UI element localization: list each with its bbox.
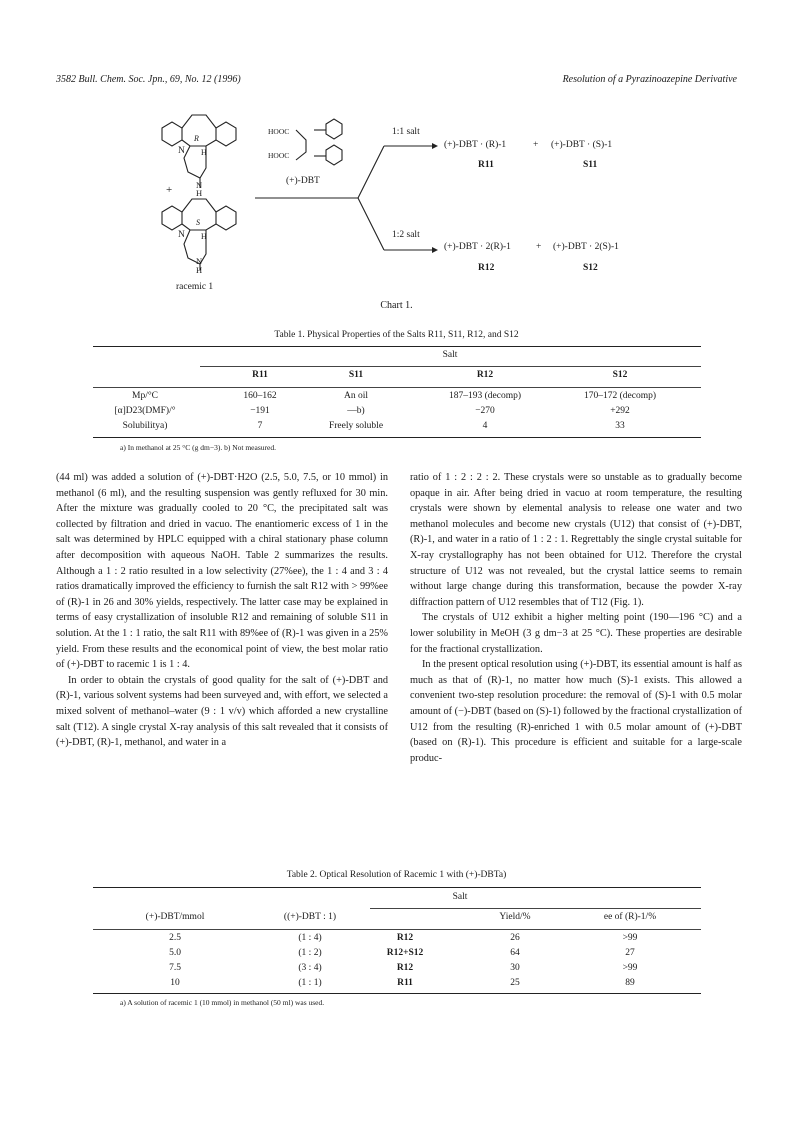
table2-cell: 2.5 (169, 933, 181, 943)
table2-top-rule (93, 887, 701, 888)
dbt-group-label: HOOC (268, 127, 290, 136)
table2-cell: R12+S12 (386, 948, 424, 958)
dbt-benzoyl-ring-1 (326, 119, 342, 139)
table2-col-header: ((+)-DBT : 1) (283, 912, 337, 922)
product-label: (+)-DBT · 2(S)-1 (553, 242, 619, 252)
table2-cell: 89 (625, 978, 635, 988)
reaction-scheme (0, 0, 793, 300)
chart-caption: Chart 1. (380, 300, 413, 311)
table2-cell: (1 : 2) (298, 948, 322, 958)
table1-group-rule (200, 366, 701, 367)
table2-group-rule (370, 908, 701, 909)
table2-cell: >99 (622, 963, 638, 973)
table1-header-rule (93, 387, 701, 388)
table2-cell: 25 (510, 978, 520, 988)
table1-cell: +292 (610, 406, 630, 416)
table2-cell: 7.5 (169, 963, 181, 973)
dbt-benzoyl-ring-2 (326, 145, 342, 165)
table1-cell: −270 (475, 406, 495, 416)
table2-group-header: Salt (452, 892, 468, 902)
running-header-right: Resolution of a Pyrazinoazepine Derivative (562, 74, 737, 85)
stereo-label-s: S (196, 218, 200, 227)
atom-label: N (178, 146, 185, 156)
atom-label: N (178, 230, 185, 240)
benzene-ring-left (162, 122, 182, 146)
table1-bottom-rule (93, 437, 701, 438)
table1-cell: 170–172 (decomp) (583, 391, 657, 401)
table1-row-label: Mp/°C (132, 391, 158, 401)
table2-cell: R12 (396, 933, 414, 943)
product-label: (+)-DBT · (S)-1 (551, 140, 613, 150)
table1-title: Table 1. Physical Properties of the Salts R11, S11, R12, and S12 (274, 330, 519, 340)
table2-cell: (3 : 4) (298, 963, 322, 973)
paragraph: In order to obtain the crystals of good quality for the salt of (+)-DBT and (R)-1, various solvent systems had been surveyed and, with effort, we selected a mixed solvent of methanol–water (9 : 1 v/v) which afforded a new crystalline salt (T12). A single crystal X-ray analysis of this salt revealed that it consists of (+)-DBT, (R)-1, methanol, and water in a (56, 674, 388, 749)
table2-cell: (1 : 4) (298, 933, 322, 943)
stereo-label-r: R (194, 134, 199, 143)
table1-cell: 4 (482, 421, 488, 431)
table2-cell: (1 : 1) (298, 978, 322, 988)
table1-cell: —b) (347, 406, 365, 416)
ethylene-bridge (182, 115, 216, 128)
paragraph: (44 ml) was added a solution of (+)-DBT·H2O (2.5, 5.0, 7.5, or 10 mmol) in methanol (6 ml), and the resulting suspension was gently refluxed for 30 min. After the mixture was gradually cooled to 20 °C, the precipitated salt was collected by filtration and dried in vacuo. The enantiomeric excess of 1 in the salt was determined by HPLC equipped with a chiral stationary phase column after decomposition with aqueous NaOH. Table 2 summarizes the results. Although a 1 : 2 ratio resulted in a low selectivity (27%ee), the 1 : 4 and 3 : 4 ratios dramatically improved the efficiency to furnish the salt R12 with > 99%ee of (R)-1 in 26 and 30% yields, respectively. The latter case may be explained in terms of easy crystallization of insoluble R12 and remaining of soluble S11 in solution. At the 1 : 1 ratio, the salt R11 with 89%ee of (R)-1 was given in a 25% yield. From these results and the economical point of view, the best molar ratio of (+)-DBT to racemic 1 is 1 : 4. (56, 472, 388, 671)
product-label: (+)-DBT · 2(R)-1 (444, 242, 511, 252)
atom-label: N (196, 180, 203, 190)
branch-line-down (358, 198, 384, 250)
table1-cell: −191 (250, 406, 270, 416)
table1-top-rule (93, 346, 701, 347)
table2-header-rule (93, 929, 701, 930)
table2-cell: 30 (510, 963, 520, 973)
table1-cell: Freely soluble (328, 421, 384, 431)
table2-cell: 26 (510, 933, 520, 943)
paragraph: In the present optical resolution using (+)-DBT, its essential amount is half as much as that of (R)-1, no matter how much (S)-1 exists. This allowed a convenient two-step resolution procedure: the removal of (S)-1 with 0.5 molar amount of (−)-DBT (based on (S)-1) followed by the fractional crystallization of U12 from the resulting (R)-enriched 1 with 0.5 molar amount of (+)-DBT (based on (R)-1). This procedure is efficient and suitable for a large-scale produc- (410, 659, 742, 764)
atom-label: H (201, 148, 207, 157)
table1-cell: 187–193 (decomp) (448, 391, 522, 401)
paragraph: The crystals of U12 exhibit a higher melting point (190—196 °C) and a lower solubility in MeOH (3 g dm−3 at 25 °C). These properties are desirable for the fractional crystallization. (410, 612, 742, 655)
body-column-right (410, 470, 742, 766)
product-code: R11 (478, 160, 494, 170)
table1-col-header: R12 (476, 370, 494, 380)
plus-sign: + (166, 184, 173, 196)
table1-col-header: R11 (252, 370, 268, 380)
branch-label-bottom: 1:2 salt (392, 230, 420, 240)
table2-title: Table 2. Optical Resolution of Racemic 1 with (+)-DBTa) (286, 870, 507, 880)
atom-label: H (196, 265, 203, 275)
atom-label: H (196, 188, 203, 198)
body-column-left (56, 470, 388, 751)
branch-line-up (358, 146, 384, 198)
table1-row-label: Solubilitya) (122, 421, 168, 431)
table2-cell: 27 (625, 948, 635, 958)
table2-col-header: (+)-DBT/mmol (145, 912, 205, 922)
product-code: S12 (583, 263, 598, 273)
table1-row-label: [α]D23(DMF)/° (114, 406, 176, 416)
paragraph: ratio of 1 : 2 : 2 : 2. These crystals were so unstable as to gradually become opaque in air. After being dried in vacuo at room temperature, the resulting crystals were shown by elemental analysis to release one water and two methanol molecules and become new crystals (U12) that consist of (+)-DBT, (R)-1, and water in a ratio of 1 : 2 : 1. Regrettably the single crystal suitable for X-ray crystallography has not been obtained for U12. Therefore the crystal structure of U12 was not revealed, but the crystal lattice seems to remain without large change during this transformation, because the powder X-ray diffraction pattern of U12 resembles that of T12 (Fig. 1). (410, 472, 742, 608)
table1-footnote: a) In methanol at 25 °C (g dm−3). b) Not measured. (120, 443, 276, 452)
product-label: (+)-DBT · (R)-1 (444, 140, 507, 150)
benzene-ring-right-bottom (216, 206, 236, 230)
table1-cell: 7 (257, 421, 263, 431)
racemate-label: racemic 1 (176, 282, 214, 292)
benzene-ring-right (216, 122, 236, 146)
product-code: S11 (583, 160, 598, 170)
benzene-ring-left-bottom (162, 206, 182, 230)
table1-cell: 160–162 (243, 391, 277, 401)
table1-cell: 33 (615, 421, 625, 431)
dbt-backbone (296, 130, 306, 160)
branch-label-top: 1:1 salt (392, 127, 420, 137)
plus-sign: + (536, 242, 542, 252)
table2-col-header: ee of (R)-1/% (603, 912, 657, 922)
table1-col-header: S11 (348, 370, 364, 380)
azepine-ring (182, 140, 216, 146)
table2-cell: R11 (397, 978, 413, 988)
table2-cell: 64 (510, 948, 520, 958)
table1-col-header: S12 (612, 370, 628, 380)
atom-label: H (201, 232, 207, 241)
running-header-left: 3582 Bull. Chem. Soc. Jpn., 69, No. 12 (1996) (56, 74, 241, 85)
table2-cell: >99 (622, 933, 638, 943)
table2-cell: R12 (396, 963, 414, 973)
reagent-label: (+)-DBT (286, 176, 320, 186)
dbt-group-label: HOOC (268, 151, 290, 160)
table1-cell: An oil (343, 391, 368, 401)
table2-bottom-rule (93, 993, 701, 994)
table2-cell: 5.0 (169, 948, 181, 958)
table2-col-header: Yield/% (499, 912, 531, 922)
table2-cell: 10 (170, 978, 180, 988)
atom-label: N (196, 256, 203, 266)
plus-sign: + (533, 140, 539, 150)
table2-footnote: a) A solution of racemic 1 (10 mmol) in methanol (50 ml) was used. (120, 998, 325, 1007)
product-code: R12 (478, 263, 495, 273)
table1-group-header: Salt (442, 350, 458, 360)
